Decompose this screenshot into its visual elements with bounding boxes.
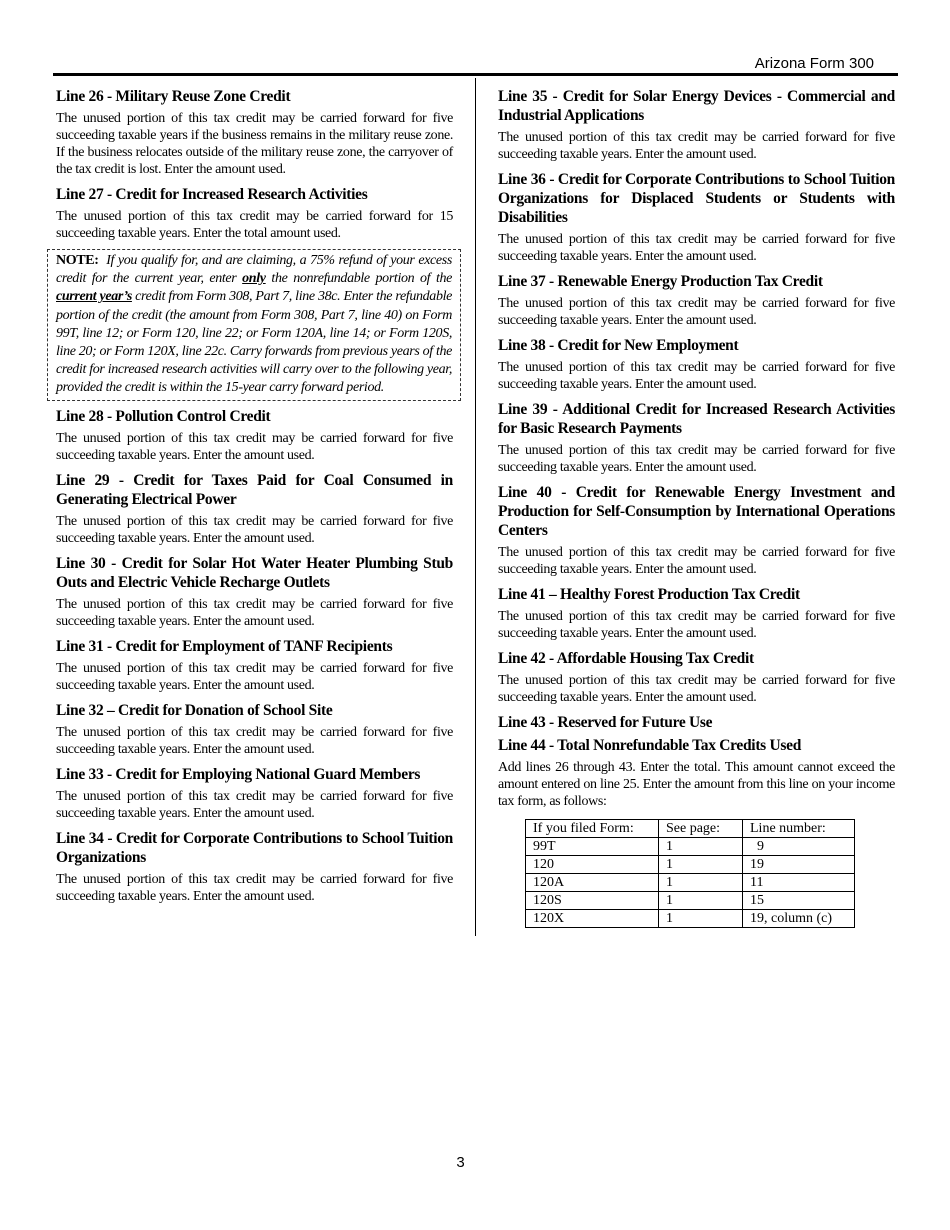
form-name: Arizona Form 300 — [754, 55, 874, 72]
table-cell: 120 — [526, 856, 659, 874]
line-44-heading: Line 44 - Total Nonrefundable Tax Credits Used — [498, 737, 802, 754]
line-36-heading: Line 36 - Credit for Corporate Contributions to School Tuition Organizations for Displaced Students or Students with Disabilities — [498, 171, 895, 226]
column-divider — [475, 78, 476, 936]
line-34-heading: Line 34 - Credit for Corporate Contributions to School Tuition Organizations — [56, 829, 453, 866]
line-40-body: The unused portion of this tax credit may be carried forward for five succeeding taxable years. Enter the amount used. — [498, 545, 895, 577]
line-34-body: The unused portion of this tax credit may be carried forward for five succeeding taxable years. Enter the amount used. — [56, 871, 453, 904]
table-cell: 120A — [526, 874, 659, 892]
table-header-cell: See page: — [659, 820, 743, 838]
left-column — [56, 87, 453, 912]
table-cell: 99T — [526, 838, 659, 856]
line-28-body: The unused portion of this tax credit may be carried forward for five succeeding taxable years. Enter the amount used. — [56, 430, 453, 463]
table-row — [526, 856, 855, 874]
table-header-cell: If you filed Form: — [526, 820, 659, 838]
line-39-heading: Line 39 - Additional Credit for Increased Research Activities for Basic Research Payments — [498, 401, 895, 437]
line-43-heading: Line 43 - Reserved for Future Use — [498, 714, 713, 731]
note-text-2: the nonrefundable portion of the — [271, 271, 453, 287]
table-cell: 19 — [743, 856, 855, 874]
table-cell: 1 — [659, 838, 743, 856]
table-cell: 1 — [659, 874, 743, 892]
line-41-heading: Line 41 – Healthy Forest Production Tax Credit — [498, 586, 800, 603]
line-41-body: The unused portion of this tax credit may be carried forward for five succeeding taxable years. Enter the amount used. — [498, 609, 895, 641]
line-32-body: The unused portion of this tax credit may be carried forward for five succeeding taxable years. Enter the amount used. — [56, 724, 453, 757]
line-31-heading: Line 31 - Credit for Employment of TANF Recipients — [56, 637, 393, 655]
note-emphasis-current-year: current year’s — [56, 289, 132, 305]
table-row — [526, 892, 855, 910]
table-cell: 1 — [659, 856, 743, 874]
note-text-1: If you qualify for, and are claiming, a 75% refund of your excess credit for the current year, enter — [56, 253, 452, 287]
line-31-body: The unused portion of this tax credit may be carried forward for five succeeding taxable years. Enter the amount used. — [56, 660, 453, 693]
table-cell: 120S — [526, 892, 659, 910]
line-27-body: The unused portion of this tax credit may be carried forward for 15 succeeding taxable years. Enter the total amount used. — [56, 209, 453, 241]
line-35-body: The unused portion of this tax credit may be carried forward for five succeeding taxable years. Enter the amount used. — [498, 130, 895, 162]
line-33-heading: Line 33 - Credit for Employing National Guard Members — [56, 765, 421, 783]
line-36-body: The unused portion of this tax credit may be carried forward for five succeeding taxable years. Enter the amount used. — [498, 232, 895, 264]
table-cell: 19, column (c) — [743, 910, 855, 928]
table-cell: 15 — [743, 892, 855, 910]
line-35-heading: Line 35 - Credit for Solar Energy Devices - Commercial and Industrial Applications — [498, 88, 895, 124]
line-37-heading: Line 37 - Renewable Energy Production Tax Credit — [498, 273, 823, 290]
right-column — [498, 87, 895, 928]
line-26-heading: Line 26 - Military Reuse Zone Credit — [56, 88, 291, 105]
table-cell: 11 — [743, 874, 855, 892]
table-cell: 1 — [659, 910, 743, 928]
line-29-heading: Line 29 - Credit for Taxes Paid for Coal Consumed in Generating Electrical Power — [56, 471, 453, 508]
page-number: 3 — [456, 1154, 465, 1171]
table-cell: 9 — [743, 838, 855, 856]
line-30-body: The unused portion of this tax credit may be carried forward for five succeeding taxable years. Enter the amount used. — [56, 596, 453, 629]
line-44-body: Add lines 26 through 43. Enter the total. This amount cannot exceed the amount entered on line 25. Enter the amount from this line on your income tax form, as follows: — [498, 760, 895, 809]
form-line-table — [525, 819, 855, 928]
note-text-3: credit from Form 308, Part 7, line 38c. Enter the refundable portion of the credit (the amount from Form 308, Part 7, line 40) on Form 99T, line 12; or Form 120, line 22; or Form 120A, line 14; or Form 120S, line 20; or Form 120X, line 22c. Carry forwards from previous years of the credit for increased research activities will carry over to the following year, provided the credit is within the 15-year carry forward period. — [56, 289, 453, 396]
note-emphasis-only: only — [242, 271, 266, 287]
line-42-body: The unused portion of this tax credit may be carried forward for five succeeding taxable years. Enter the amount used. — [498, 673, 895, 705]
line-33-body: The unused portion of this tax credit may be carried forward for five succeeding taxable years. Enter the amount used. — [56, 788, 453, 821]
line-29-body: The unused portion of this tax credit may be carried forward for five succeeding taxable years. Enter the amount used. — [56, 513, 453, 546]
line-38-body: The unused portion of this tax credit may be carried forward for five succeeding taxable years. Enter the amount used. — [498, 360, 895, 392]
line-37-body: The unused portion of this tax credit may be carried forward for five succeeding taxable years. Enter the amount used. — [498, 296, 895, 328]
research-credit-note — [47, 249, 461, 401]
table-header-cell: Line number: — [743, 820, 855, 838]
note-label: NOTE: — [56, 253, 99, 268]
line-38-heading: Line 38 - Credit for New Employment — [498, 337, 739, 354]
table-row — [526, 874, 855, 892]
line-27-heading: Line 27 - Credit for Increased Research Activities — [56, 186, 368, 203]
line-26-body: The unused portion of this tax credit may be carried forward for five succeeding taxable years if the business remains in the military reuse zone. If the business relocates outside of the military reuse zone, the carryover of the tax credit is lost. Enter the amount used. — [56, 111, 453, 177]
line-32-heading: Line 32 – Credit for Donation of School Site — [56, 701, 333, 719]
table-row — [526, 838, 855, 856]
line-40-heading: Line 40 - Credit for Renewable Energy Investment and Production for Self-Consumption by International Operations Centers — [498, 484, 895, 539]
table-cell: 1 — [659, 892, 743, 910]
table-row — [526, 910, 855, 928]
header-rule — [53, 73, 898, 76]
line-39-body: The unused portion of this tax credit may be carried forward for five succeeding taxable years. Enter the amount used. — [498, 443, 895, 475]
table-cell: 120X — [526, 910, 659, 928]
table-header-row — [526, 820, 855, 838]
line-30-heading: Line 30 - Credit for Solar Hot Water Heater Plumbing Stub Outs and Electric Vehicle Recharge Outlets — [56, 554, 453, 591]
line-28-heading: Line 28 - Pollution Control Credit — [56, 407, 271, 425]
line-42-heading: Line 42 - Affordable Housing Tax Credit — [498, 650, 754, 667]
